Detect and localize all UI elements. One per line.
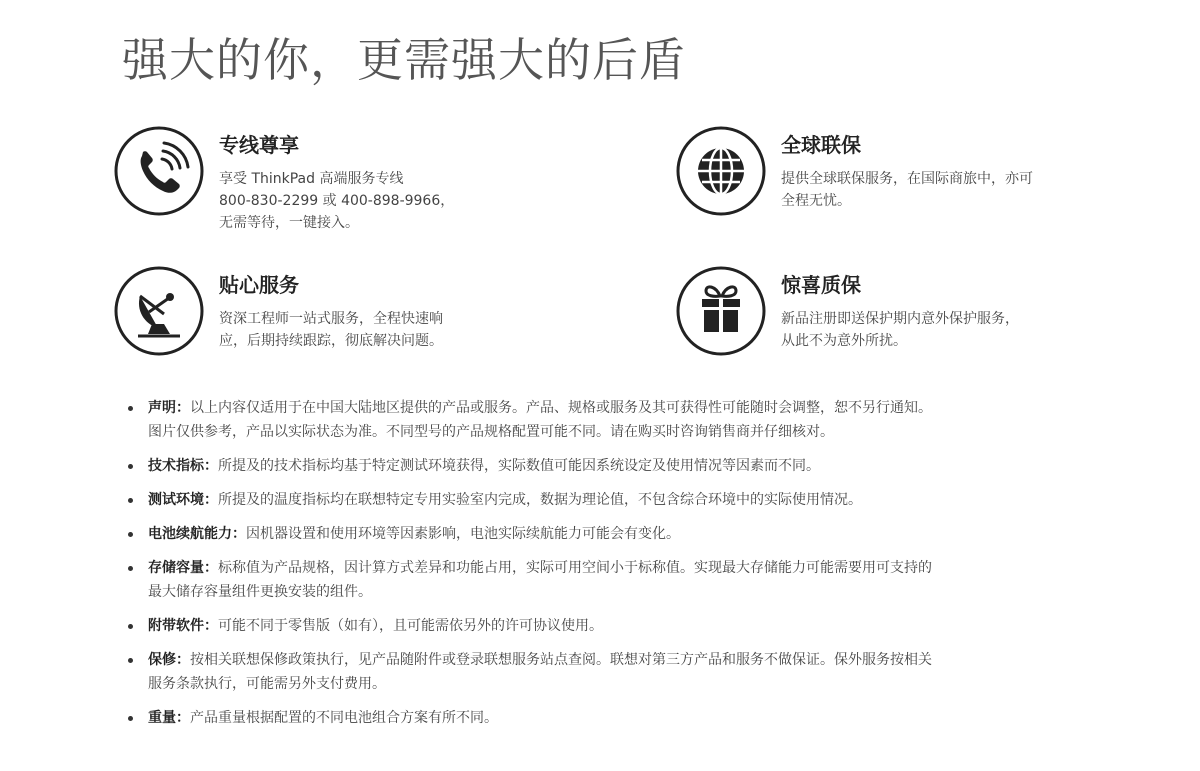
- feature-description: [781, 308, 1200, 352]
- gift-icon: [676, 266, 766, 356]
- feature-title: 专线尊享: [219, 133, 299, 157]
- note-text: 因机器设置和使用环境等因素影响，电池实际续航能力可能会有变化。: [246, 526, 680, 542]
- list-item: [128, 648, 1128, 696]
- list-item: [128, 396, 1128, 444]
- feature-description-line: 享受 ThinkPad 高端服务专线: [219, 171, 404, 187]
- note-text: 标称值为产品规格，因计算方式差异和功能占用，实际可用空间小于标称值。实现最大存储能力可能需要用可支持的: [218, 560, 932, 576]
- note-label: 保修：: [148, 652, 190, 668]
- note-label: 测试环境：: [148, 492, 218, 508]
- note-text: 按相关联想保修政策执行，见产品随附件或登录联想服务站点查阅。联想对第三方产品和服务不做保证。保外服务按相关: [190, 652, 932, 668]
- note-label: 存储容量：: [148, 560, 218, 576]
- feature-description-line: 提供全球联保服务，在国际商旅中，亦可: [781, 171, 1033, 187]
- note-label: 声明：: [148, 400, 190, 416]
- feature-description-line: 800-830-2299 或 400-898-9966，: [219, 193, 455, 209]
- list-item: [128, 706, 1128, 730]
- feature-description-line: 从此不为意外所扰。: [781, 333, 907, 349]
- disclaimer-list: [128, 396, 1128, 740]
- note-label: 电池续航能力：: [148, 526, 246, 542]
- feature-description-line: 新品注册即送保护期内意外保护服务，: [781, 311, 1019, 327]
- page-headline: 强大的你，更需强大的后盾: [122, 33, 686, 87]
- list-item: [128, 556, 1128, 604]
- feature-description: [219, 168, 639, 234]
- phone-icon: [114, 126, 204, 216]
- list-item: [128, 614, 1128, 638]
- feature-title: 贴心服务: [219, 273, 299, 297]
- list-item: [128, 522, 1128, 546]
- note-text: 图片仅供参考，产品以实际状态为准。不同型号的产品规格配置可能不同。请在购买时咨询销售商并仔细核对。: [148, 424, 834, 440]
- note-text: 以上内容仅适用于在中国大陆地区提供的产品或服务。产品、规格或服务及其可获得性可能随时会调整，恕不另行通知。: [190, 400, 932, 416]
- feature-description-line: 应，后期持续跟踪，彻底解决问题。: [219, 333, 443, 349]
- satellite-dish-icon: [114, 266, 204, 356]
- list-item: [128, 454, 1128, 478]
- list-item: [128, 488, 1128, 512]
- note-label: 重量：: [148, 710, 190, 726]
- note-text: 所提及的技术指标均基于特定测试环境获得，实际数值可能因系统设定及使用情况等因素而不同。: [218, 458, 820, 474]
- note-text: 最大储存容量组件更换安装的组件。: [148, 584, 372, 600]
- feature-description-line: 无需等待，一键接入。: [219, 215, 359, 231]
- feature-title: 惊喜质保: [781, 273, 861, 297]
- note-text: 产品重量根据配置的不同电池组合方案有所不同。: [190, 710, 498, 726]
- feature-description-line: 全程无忧。: [781, 193, 851, 209]
- feature-description: [781, 168, 1200, 212]
- feature-title: 全球联保: [781, 133, 861, 157]
- note-label: 附带软件：: [148, 618, 218, 634]
- note-text: 所提及的温度指标均在联想特定专用实验室内完成，数据为理论值，不包含综合环境中的实际使用情况。: [218, 492, 862, 508]
- note-text: 可能不同于零售版（如有），且可能需依另外的许可协议使用。: [218, 618, 603, 634]
- feature-description-line: 资深工程师一站式服务，全程快速响: [219, 311, 443, 327]
- note-label: 技术指标：: [148, 458, 218, 474]
- note-text: 服务条款执行，可能需另外支付费用。: [148, 676, 386, 692]
- feature-description: [219, 308, 639, 352]
- globe-icon: [676, 126, 766, 216]
